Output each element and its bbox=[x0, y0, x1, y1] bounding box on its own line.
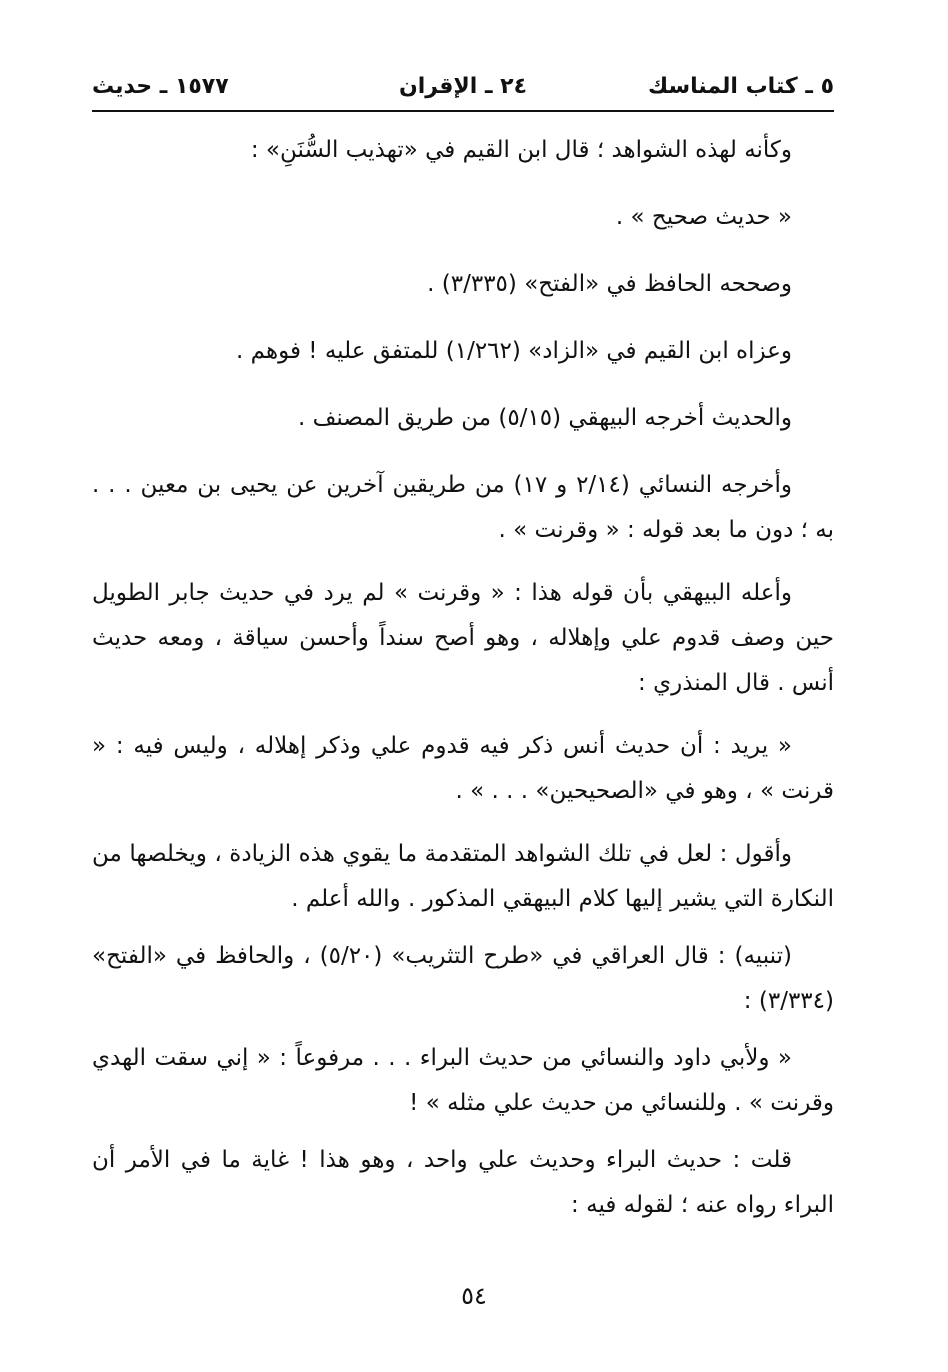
paragraph-4: وعزاه ابن القيم في «الزاد» (١/٢٦٢) للمتفق عليه ! فوهم . bbox=[236, 338, 792, 364]
paragraph-10: (تنبيه) : قال العراقي في «طرح التثريب» (٥/٢٠) ، والحافظ في «الفتح» (٣/٣٣٤) : bbox=[92, 943, 834, 1014]
paragraph-12: قلت : حديث البراء وحديث علي واحد ، وهو هذا ! غاية ما في الأمر أن البراء رواه عنه ؛ لقوله فيه : bbox=[92, 1147, 834, 1218]
paragraph-6: وأخرجه النسائي (٢/١٤ و ١٧) من طريقين آخرين عن يحيى بن معين . . . به ؛ دون ما بعد قوله : « وقرنت » . bbox=[92, 472, 834, 543]
paragraph-7: وأعله البيهقي بأن قوله هذا : « وقرنت » لم يرد في حديث جابر الطويل حين وصف قدوم علي وإهلاله ، وهو أصح سنداً وأحسن سياقة ، ومعه حديث أنس . قال المنذري : bbox=[92, 580, 834, 696]
paragraph-8: « يريد : أن حديث أنس ذكر فيه قدوم علي وذكر إهلاله ، وليس فيه : « قرنت » ، وهو في «الصحيحين» . . . » . bbox=[92, 733, 834, 804]
paragraph-5: والحديث أخرجه البيهقي (٥/١٥) من طريق المصنف . bbox=[298, 405, 792, 431]
body-text bbox=[92, 128, 834, 1228]
header-rule bbox=[92, 110, 834, 112]
paragraph-9: وأقول : لعل في تلك الشواهد المتقدمة ما يقوي هذه الزيادة ، ويخلصها من النكارة التي يشير إليها كلام البيهقي المذكور . والله أعلم . bbox=[92, 841, 834, 912]
paragraph-3: وصححه الحافظ في «الفتح» (٣/٣٣٥) . bbox=[427, 271, 792, 297]
chapter-title: ٥ ـ كتاب المناسك bbox=[648, 74, 834, 99]
section-title: ٢٤ ـ الإقران bbox=[398, 74, 528, 99]
paragraph-2: « حديث صحيح » . bbox=[615, 204, 792, 230]
paragraph-11: « ولأبي داود والنسائي من حديث البراء . . . مرفوعاً : « إني سقت الهدي وقرنت » . وللنسائي من حديث علي مثله » ! bbox=[92, 1045, 834, 1116]
hadith-number: ١٥٧٧ ـ حديث bbox=[92, 74, 229, 99]
paragraph-1: وكأنه لهذه الشواهد ؛ قال ابن القيم في «تهذيب السُّنَنِ» : bbox=[250, 137, 792, 163]
page-number: ٥٤ bbox=[461, 1282, 487, 1310]
running-header bbox=[92, 68, 834, 108]
